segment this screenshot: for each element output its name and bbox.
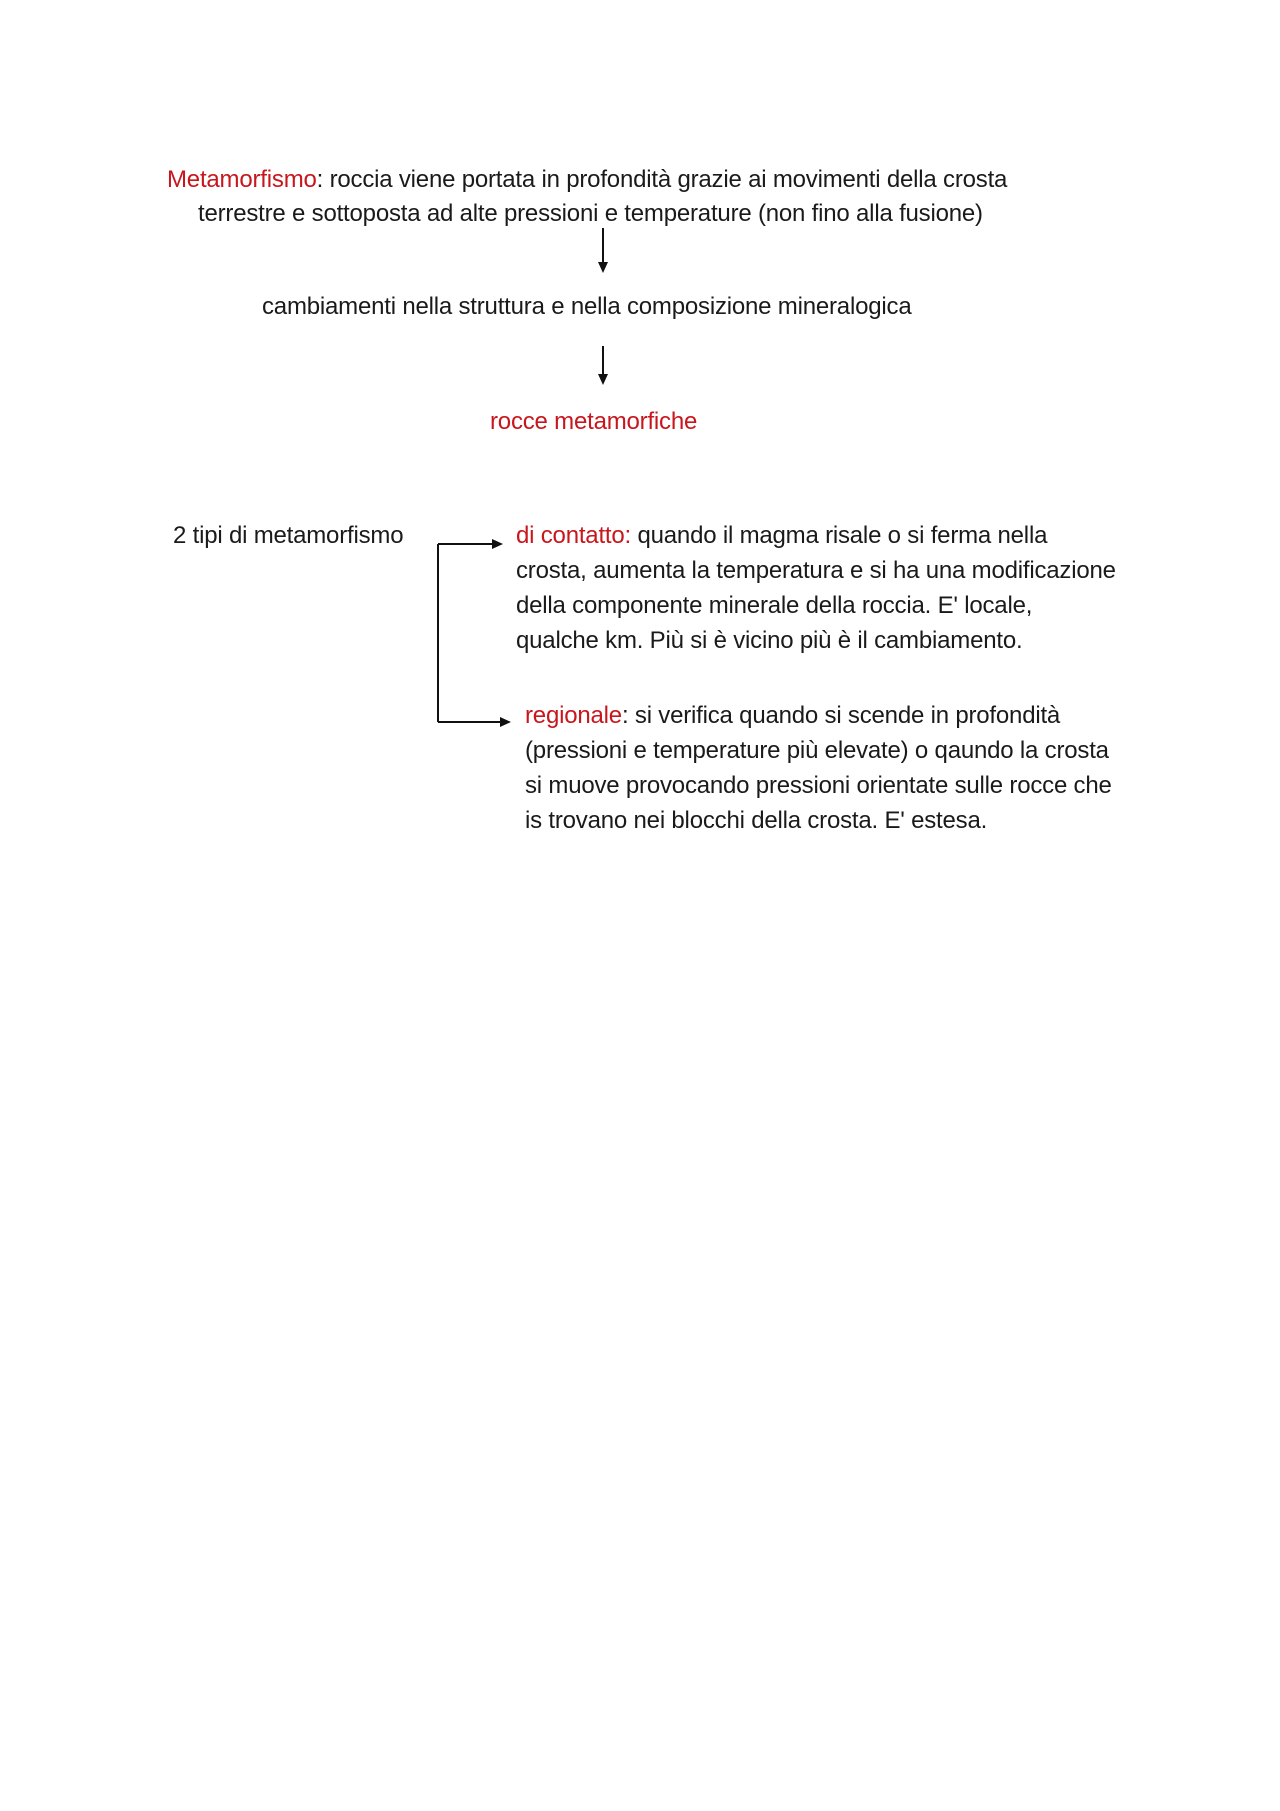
regional-term: regionale: [525, 702, 622, 729]
definition-text: : roccia viene portata in profondità grazie ai movimenti della crosta: [316, 166, 1008, 193]
regional-line-4: is trovano nei blocchi della crosta. E' estesa.: [525, 807, 988, 834]
down-arrow-icon: [596, 346, 610, 386]
regional-line-3: si muove provocando pressioni orientate sulle rocce che: [525, 772, 1112, 799]
contact-line-1: di contatto: quando il magma risale o si ferma nella: [516, 522, 1048, 549]
step-changes: cambiamenti nella struttura e nella composizione mineralogica: [262, 293, 912, 320]
branch-connector: [430, 530, 530, 730]
regional-line-1: regionale: si verifica quando si scende in profondità: [525, 702, 1061, 729]
types-label: 2 tipi di metamorfismo: [173, 522, 404, 549]
contact-term: di contatto:: [516, 522, 632, 549]
definition-term: Metamorfismo: [167, 166, 317, 193]
regional-line-2: (pressioni e temperature più elevate) o qaundo la crosta: [525, 737, 1109, 764]
contact-line-4: qualche km. Più si è vicino più è il cambiamento.: [516, 627, 1023, 654]
definition-line-1: [167, 162, 1007, 197]
contact-line-3: della componente minerale della roccia. E' locale,: [516, 592, 1033, 619]
down-arrow-icon: [596, 228, 610, 274]
result-rocce-metamorfiche: rocce metamorfiche: [490, 408, 698, 435]
definition-line-2: terrestre e sottoposta ad alte pressioni e temperature (non fino alla fusione): [198, 200, 983, 227]
contact-line-2: crosta, aumenta la temperatura e si ha una modificazione: [516, 557, 1116, 584]
